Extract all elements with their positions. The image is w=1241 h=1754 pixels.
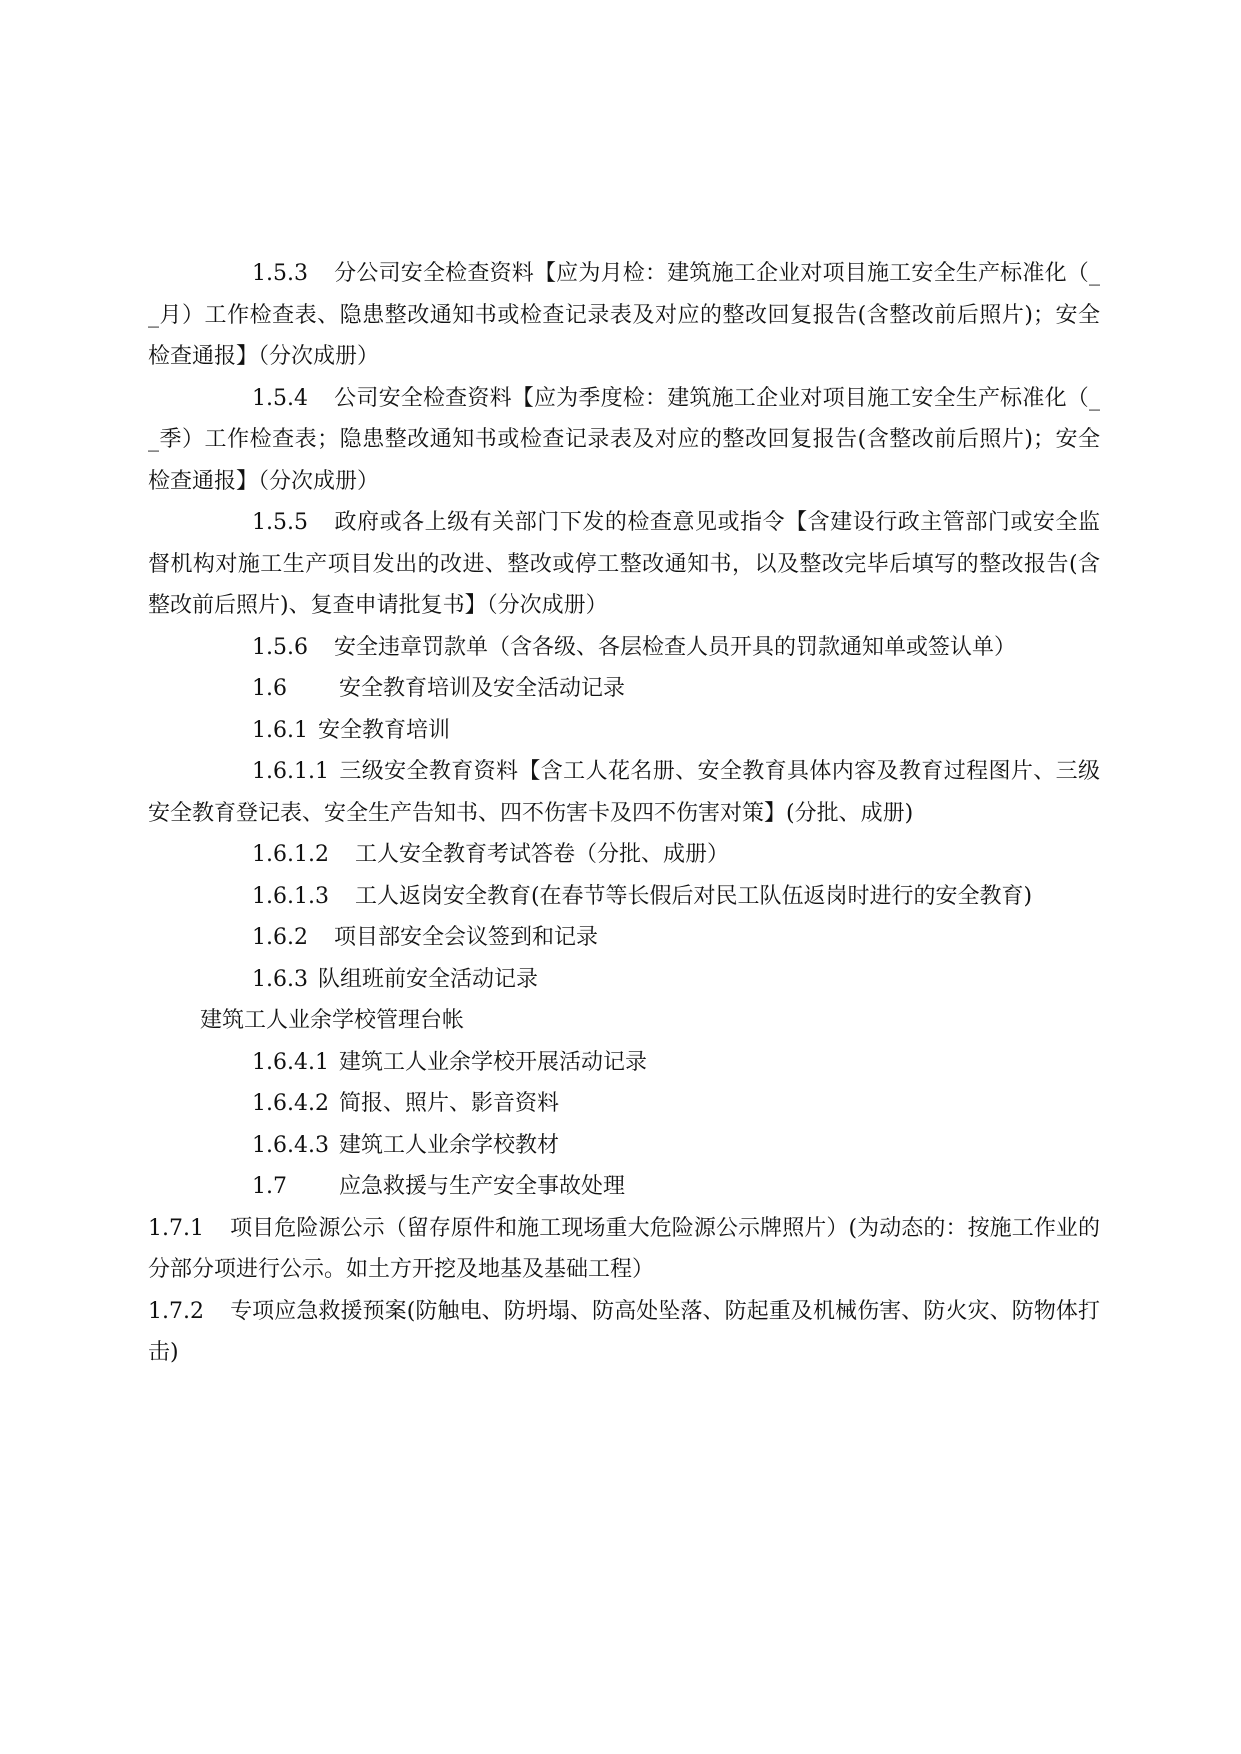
section-number: 1.6.3 bbox=[252, 966, 308, 992]
section-number: 1.6.1.1 bbox=[252, 759, 329, 784]
paragraph-1-6-1-3 bbox=[148, 876, 1100, 918]
paragraph-1-6-4-3 bbox=[148, 1125, 1100, 1167]
heading-1-6-1 bbox=[148, 710, 1100, 752]
paragraph-text: 建筑工人业余学校管理台帐 bbox=[200, 1008, 465, 1033]
paragraph-1-6-3 bbox=[148, 959, 1100, 1001]
paragraph-1-6-2 bbox=[148, 917, 1100, 959]
section-number: 1.6.2 bbox=[252, 925, 308, 950]
section-number: 1.6.4.2 bbox=[252, 1091, 329, 1116]
paragraph-text: 简报、照片、影音资料 bbox=[338, 1091, 559, 1116]
section-number: 1.6.4.3 bbox=[252, 1132, 329, 1158]
paragraph-text: 工人返岗安全教育(在春节等长假后对民工队伍返岗时进行的安全教育) bbox=[354, 883, 1033, 909]
heading-1-7 bbox=[148, 1166, 1100, 1208]
section-number: 1.6 bbox=[252, 676, 287, 701]
paragraph-text: 分公司安全检查资料【应为月检：建筑施工企业对项目施工安全生产标准化（__月）工作检查表、隐患整改通知书或检查记录表及对应的整改回复报告(含整改前后照片)；安全检查通报】（分次成册） bbox=[148, 261, 1100, 369]
section-number: 1.6.1.2 bbox=[252, 842, 329, 867]
paragraph-1-5-6 bbox=[148, 627, 1100, 669]
paragraph-text: 政府或各上级有关部门下发的检查意见或指令【含建设行政主管部门或安全监督机构对施工生产项目发出的改进、整改或停工整改通知书，以及整改完毕后填写的整改报告(含整改前后照片)、复查申请批复书】（分次成册） bbox=[148, 510, 1100, 618]
document-page bbox=[148, 253, 1100, 1374]
section-number: 1.7.2 bbox=[148, 1298, 204, 1324]
paragraph-1-6-4-2 bbox=[148, 1083, 1100, 1125]
paragraph-1-7-1 bbox=[148, 1208, 1100, 1291]
section-number: 1.5.3 bbox=[252, 261, 308, 286]
section-number: 1.5.6 bbox=[252, 634, 308, 660]
paragraph-text: 工人安全教育考试答卷（分批、成册） bbox=[354, 842, 729, 867]
paragraph-text: 队组班前安全活动记录 bbox=[317, 966, 538, 992]
paragraph-text: 建筑工人业余学校教材 bbox=[338, 1132, 559, 1158]
section-number: 1.6.1 bbox=[252, 717, 308, 743]
paragraph-1-5-3 bbox=[148, 253, 1100, 378]
heading-text: 安全教育培训及安全活动记录 bbox=[339, 676, 626, 701]
heading-text: 应急救援与生产安全事故处理 bbox=[339, 1174, 626, 1199]
section-number: 1.5.5 bbox=[252, 510, 308, 535]
paragraph-1-5-5 bbox=[148, 502, 1100, 627]
section-number: 1.7 bbox=[252, 1174, 287, 1199]
heading-text: 安全教育培训 bbox=[317, 717, 450, 743]
heading-1-6 bbox=[148, 668, 1100, 710]
paragraph-text: 建筑工人业余学校开展活动记录 bbox=[338, 1049, 647, 1075]
paragraph-text: 项目部安全会议签到和记录 bbox=[333, 925, 598, 950]
paragraph-text: 项目危险源公示（留存原件和施工现场重大危险源公示牌照片）(为动态的：按施工作业的分部分项进行公示。如土方开挖及地基及基础工程） bbox=[148, 1215, 1100, 1282]
paragraph-1-5-4 bbox=[148, 378, 1100, 503]
paragraph-1-6-1-1 bbox=[148, 751, 1100, 834]
paragraph-1-6-1-2 bbox=[148, 834, 1100, 876]
paragraph-text: 专项应急救援预案(防触电、防坍塌、防高处坠落、防起重及机械伤害、防火灾、防物体打击) bbox=[148, 1298, 1100, 1365]
section-number: 1.6.4.1 bbox=[252, 1049, 329, 1075]
paragraph-1-6-4-1 bbox=[148, 1042, 1100, 1084]
paragraph-text: 三级安全教育资料【含工人花名册、安全教育具体内容及教育过程图片、三级安全教育登记表、安全生产告知书、四不伤害卡及四不伤害对策】(分批、成册) bbox=[148, 759, 1100, 826]
section-number: 1.5.4 bbox=[252, 385, 308, 411]
section-number: 1.7.1 bbox=[148, 1215, 204, 1241]
paragraph-text: 公司安全检查资料【应为季度检：建筑施工企业对项目施工安全生产标准化（__季）工作检查表；隐患整改通知书或检查记录表及对应的整改回复报告(含整改前后照片)；安全检查通报】（分次成册） bbox=[148, 385, 1100, 494]
paragraph-1-7-2 bbox=[148, 1291, 1100, 1374]
section-number: 1.6.1.3 bbox=[252, 883, 329, 909]
paragraph-text: 安全违章罚款单（含各级、各层检查人员开具的罚款通知单或签认单） bbox=[333, 634, 1016, 660]
paragraph-school-ledger bbox=[148, 1000, 1100, 1042]
